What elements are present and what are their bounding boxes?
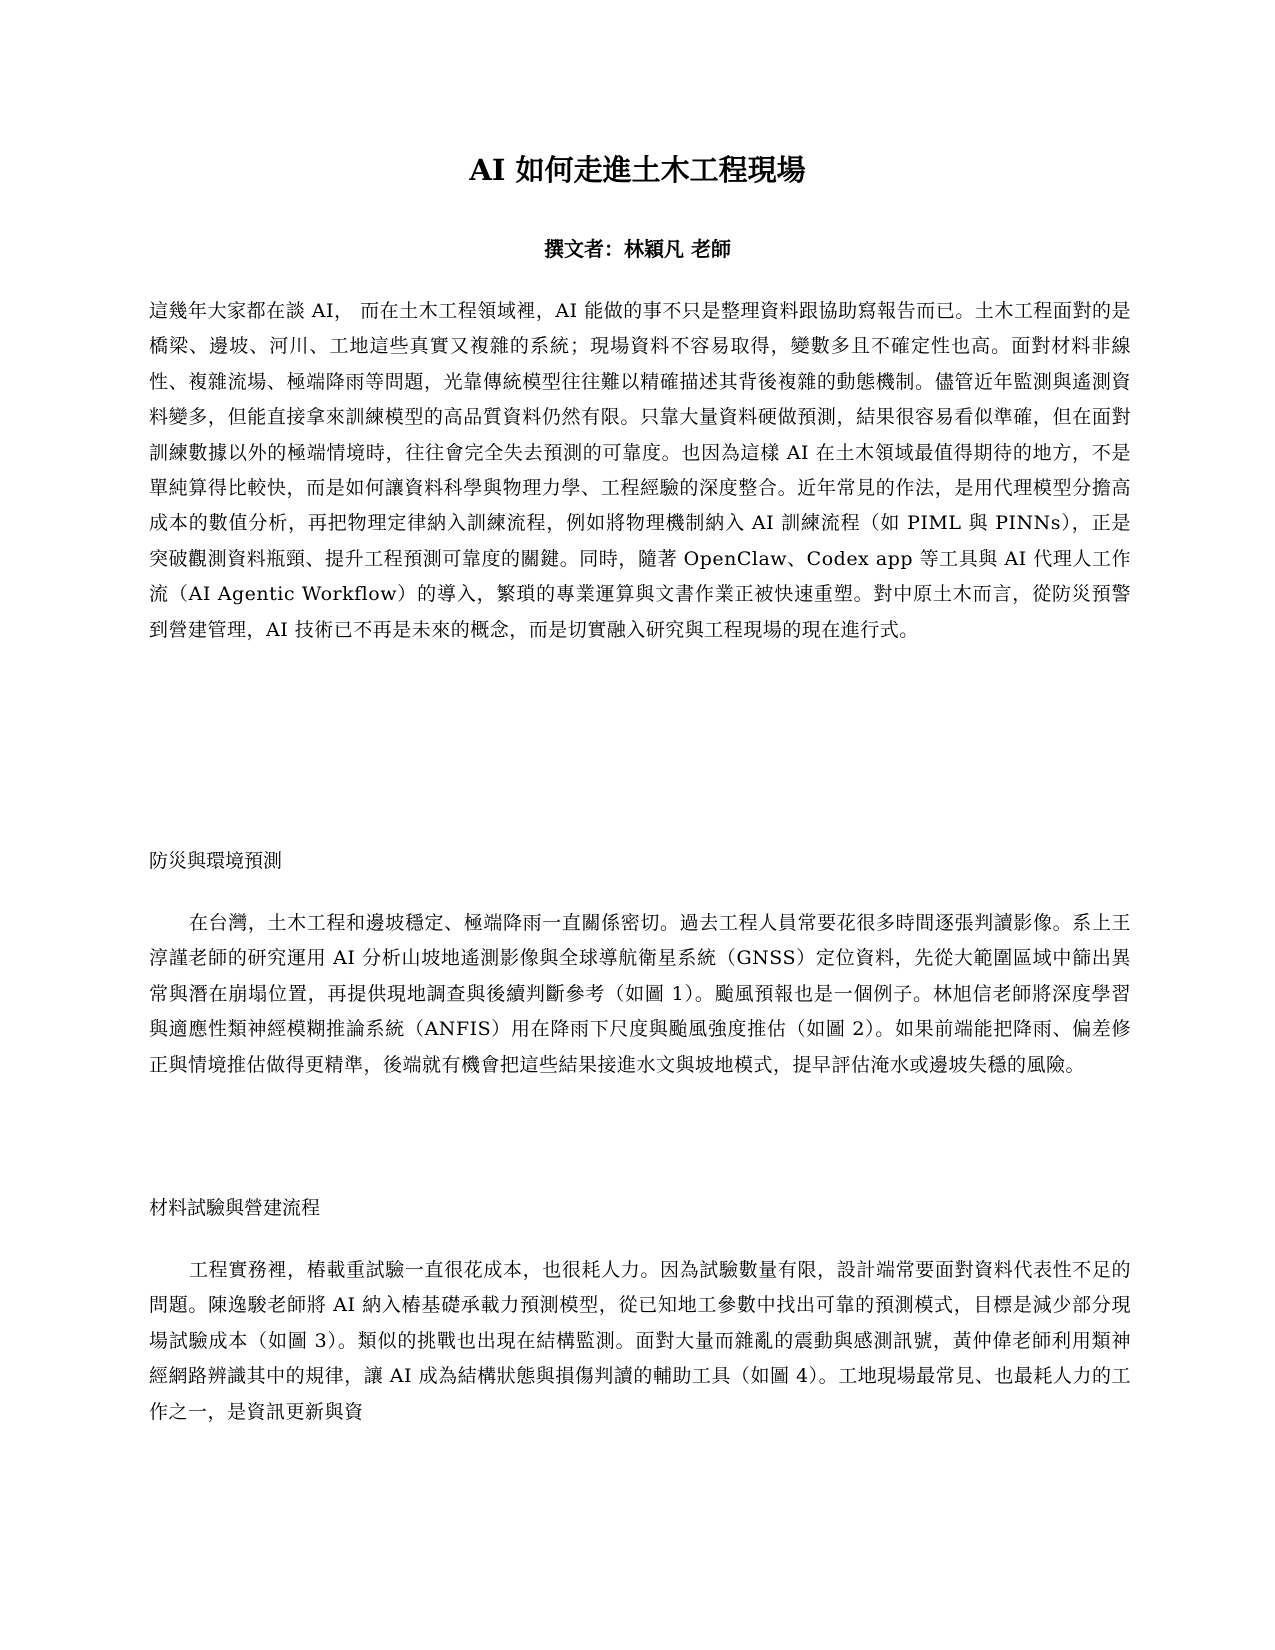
- section-paragraph-materials: 工程實務裡，樁載重試驗一直很花成本，也很耗人力。因為試驗數量有限，設計端常要面對資料代表性不足的問題。陳逸駿老師將 AI 納入樁基礎承載力預測模型，從已知地工參數中找出可靠的預測模式，目標是減少部分現場試驗成本（如圖 3）。類似的挑戰也出現在結構監測。面對大量而雜亂的震動與感測訊號，黃仲偉老師利用類神經網路辨識其中的規律，讓 AI 成為結構狀態與損傷判讀的輔助工具（如圖 4）。工地現場最常見、也最耗人力的工作之一，是資訊更新與資: [149, 1259, 1131, 1423]
- author-line: 撰文者：林穎凡 老師: [544, 237, 731, 261]
- document-title: AI 如何走進土木工程現場: [469, 153, 806, 187]
- section-heading-materials: 材料試驗與營建流程: [149, 1197, 321, 1219]
- section-heading-disaster: 防災與環境預測: [149, 850, 283, 872]
- section-paragraph-disaster: 在台灣，土木工程和邊坡穩定、極端降雨一直關係密切。過去工程人員常要花很多時間逐張判讀影像。系上王淳謹老師的研究運用 AI 分析山坡地遙測影像與全球導航衛星系統（GNSS）定位資料，先從大範圍區域中篩出異常與潛在崩塌位置，再提供現地調查與後續判斷參考（如圖 1）。颱風預報也是一個例子。林旭信老師將深度學習與適應性類神經模糊推論系統（ANFIS）用在降雨下尺度與颱風強度推估（如圖 2）。如果前端能把降雨、偏差修正與情境推估做得更精準，後端就有機會把這些結果接進水文與坡地模式，提早評估淹水或邊坡失穩的風險。: [149, 912, 1131, 1076]
- intro-paragraph: 這幾年大家都在談 AI， 而在土木工程領域裡，AI 能做的事不只是整理資料跟協助寫報告而已。土木工程面對的是橋梁、邊坡、河川、工地這些真實又複雜的系統；現場資料不容易取得，變數多且不確定性也高。面對材料非線性、複雜流場、極端降雨等問題，光靠傳統模型往往難以精確描述其背後複雜的動態機制。儘管近年監測與遙測資料變多，但能直接拿來訓練模型的高品質資料仍然有限。只靠大量資料硬做預測，結果很容易看似準確，但在面對訓練數據以外的極端情境時，往往會完全失去預測的可靠度。也因為這樣 AI 在土木領域最值得期待的地方，不是單純算得比較快，而是如何讓資料科學與物理力學、工程經驗的深度整合。近年常見的作法，是用代理模型分擔高成本的數值分析，再把物理定律納入訓練流程，例如將物理機制納入 AI 訓練流程（如 PIML 與 PINNs），正是突破觀測資料瓶頸、提升工程預測可靠度的關鍵。同時，隨著 OpenClaw、Codex app 等工具與 AI 代理人工作流（AI Agentic Workflow）的導入，繁瑣的專業運算與文書作業正被快速重塑。對中原土木而言，從防災預警到營建管理，AI 技術已不再是未來的概念，而是切實融入研究與工程現場的現在進行式。: [149, 300, 1131, 641]
